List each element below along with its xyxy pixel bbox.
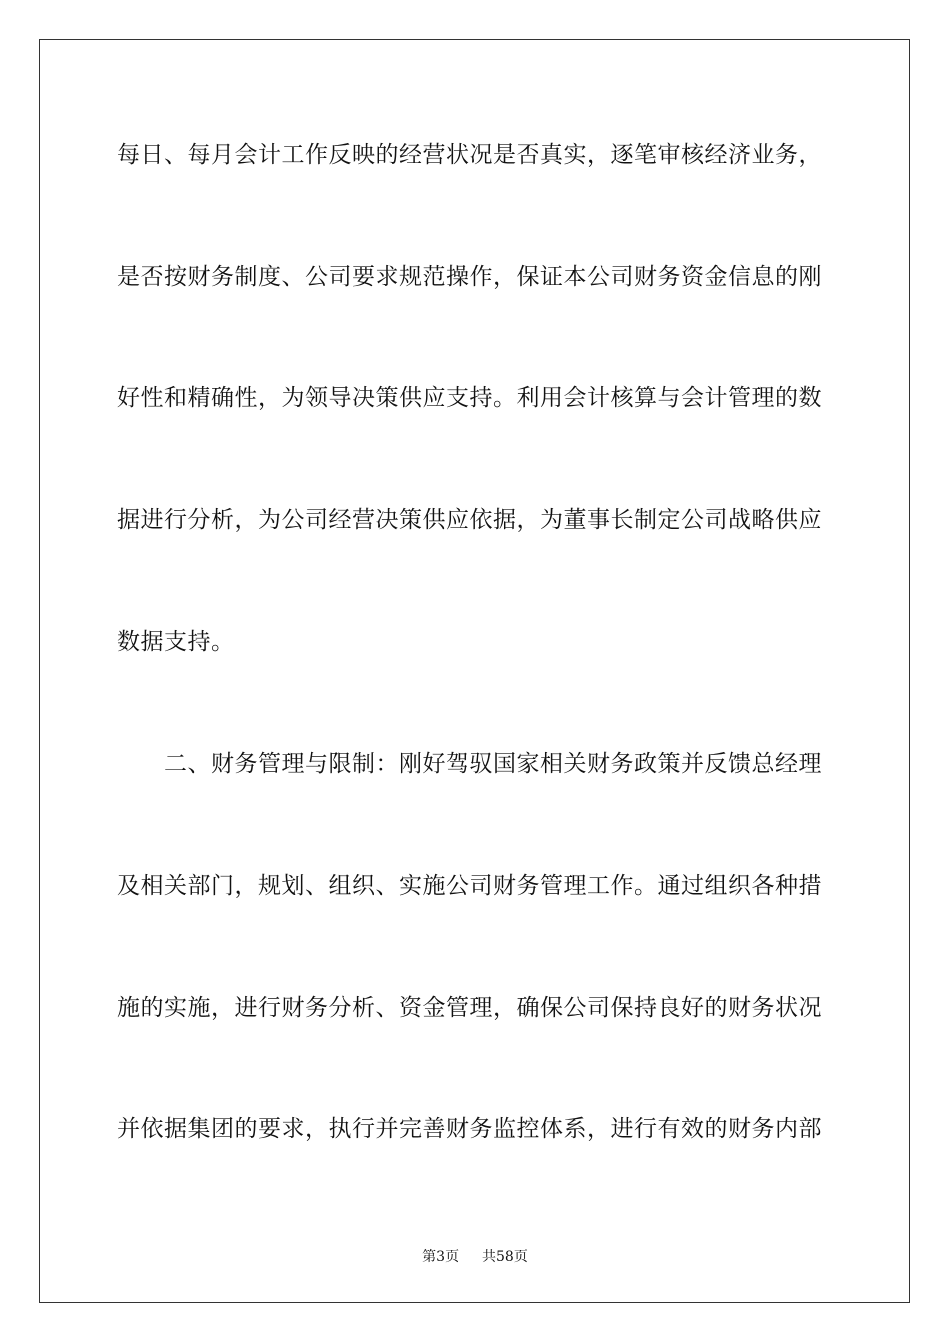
- body-text-line-1: 每日、每月会计工作反映的经营状况是否真实，逐笔审核经济业务，: [117, 142, 822, 168]
- body-text-line-4: 据进行分析，为公司经营决策供应依据，为董事长制定公司战略供应: [117, 507, 822, 533]
- body-text-line-5: 数据支持。: [117, 629, 235, 655]
- body-text-line-8: 施的实施，进行财务分析、资金管理，确保公司保持良好的财务状况: [117, 995, 822, 1021]
- body-text-line-3: 好性和精确性，为领导决策供应支持。利用会计核算与会计管理的数: [117, 385, 822, 411]
- page-footer: [0, 1248, 950, 1266]
- body-text-line-9: 并依据集团的要求，执行并完善财务监控体系，进行有效的财务内部: [117, 1116, 822, 1142]
- body-text-line-2: 是否按财务制度、公司要求规范操作，保证本公司财务资金信息的刚: [117, 264, 822, 290]
- page-number: 第3页: [422, 1249, 460, 1265]
- section-two-first-line: 二、财务管理与限制：刚好驾驭国家相关财务政策并反馈总经理: [164, 751, 822, 777]
- total-pages: 共58页: [482, 1249, 528, 1265]
- body-text-line-7: 及相关部门，规划、组织、实施公司财务管理工作。通过组织各种措: [117, 873, 822, 899]
